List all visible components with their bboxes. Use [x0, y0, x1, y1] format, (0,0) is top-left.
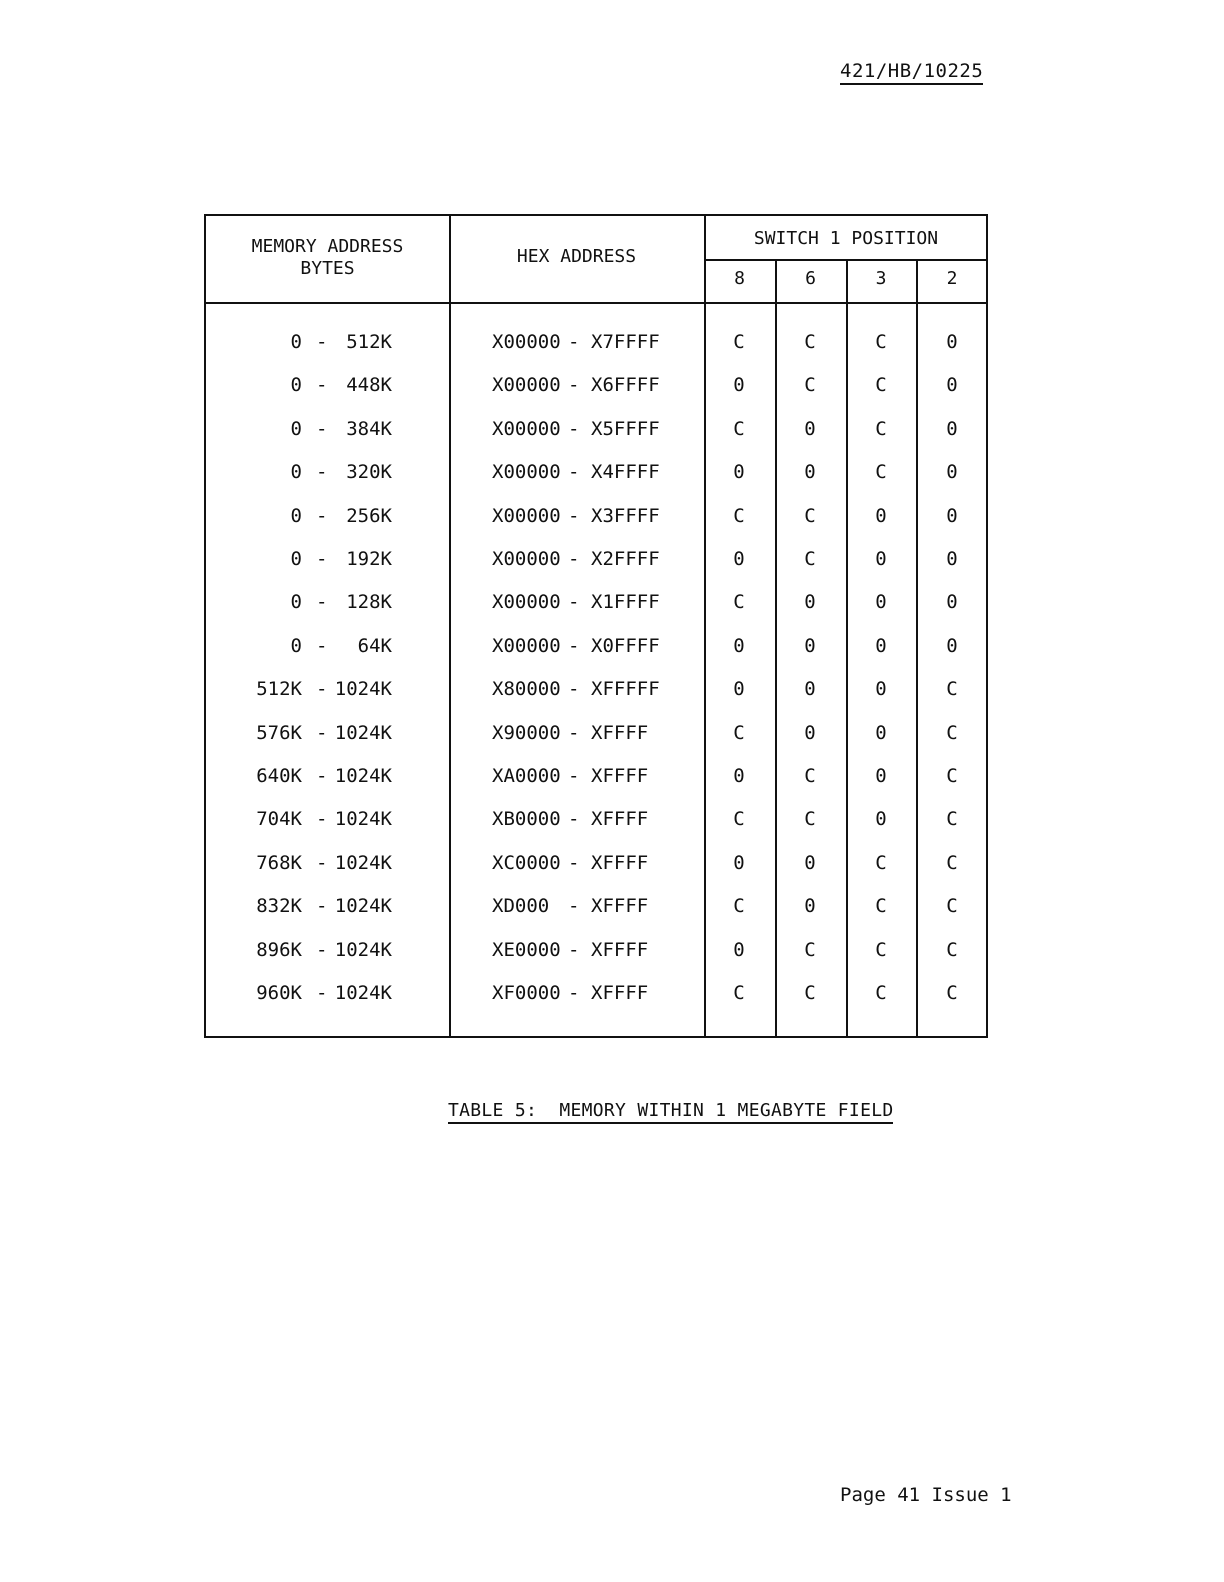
hex-end: X5FFFF: [591, 417, 660, 440]
hex-start: X00000: [492, 331, 561, 353]
switch-setting: 0: [875, 504, 887, 527]
column-divider: [704, 216, 706, 1036]
memory-start: 640K: [256, 765, 302, 787]
range-dash: -: [568, 417, 580, 440]
range-dash: -: [316, 895, 328, 918]
switch-setting: C: [875, 331, 887, 353]
switch-setting: C: [875, 374, 887, 397]
hex-end: XFFFF: [591, 808, 649, 831]
memory-start: 0: [290, 374, 302, 397]
switch-setting: 0: [875, 721, 887, 744]
range-dash: -: [568, 331, 580, 353]
switch-position-header: 8: [734, 268, 745, 289]
switch-setting: 0: [733, 765, 745, 787]
memory-start: 704K: [256, 808, 302, 831]
hex-start: XD000: [492, 895, 550, 918]
hex-start: XF0000: [492, 982, 561, 1004]
range-dash: -: [568, 504, 580, 527]
hex-end: X3FFFF: [591, 504, 660, 527]
range-dash: -: [568, 938, 580, 961]
column-divider: [846, 259, 848, 1036]
range-dash: -: [316, 591, 328, 614]
memory-start: 0: [290, 417, 302, 440]
memory-end: 1024K: [334, 895, 392, 918]
switch-setting: C: [733, 982, 745, 1004]
column-header-hex-address: HEX ADDRESS: [516, 246, 637, 267]
range-dash: -: [568, 982, 580, 1004]
switch-setting: C: [804, 331, 816, 353]
range-dash: -: [568, 548, 580, 570]
memory-start: 0: [290, 591, 302, 614]
switch-setting: 0: [875, 548, 887, 570]
range-dash: -: [316, 504, 328, 527]
range-dash: -: [316, 461, 328, 484]
memory-end: 320K: [346, 461, 392, 484]
switch-setting: C: [946, 982, 958, 1004]
header-divider: [206, 302, 986, 304]
switch-setting: 0: [733, 634, 745, 657]
switch-setting: 0: [946, 374, 958, 397]
switch-setting: C: [733, 504, 745, 527]
memory-start: 0: [290, 504, 302, 527]
hex-end: X4FFFF: [591, 461, 660, 484]
range-dash: -: [568, 765, 580, 787]
memory-end: 64K: [357, 634, 392, 657]
switch-setting: 0: [875, 678, 887, 701]
range-dash: -: [568, 851, 580, 874]
switch-setting: 0: [804, 634, 816, 657]
range-dash: -: [568, 634, 580, 657]
memory-end: 1024K: [334, 851, 392, 874]
switch-setting: 0: [946, 417, 958, 440]
range-dash: -: [568, 461, 580, 484]
memory-start: 0: [290, 548, 302, 570]
memory-end: 1024K: [334, 765, 392, 787]
switch-setting: C: [875, 938, 887, 961]
memory-start: 0: [290, 634, 302, 657]
switch-setting: C: [946, 895, 958, 918]
memory-start: 0: [290, 331, 302, 353]
memory-end: 384K: [346, 417, 392, 440]
hex-end: X1FFFF: [591, 591, 660, 614]
memory-end: 512K: [346, 331, 392, 353]
switch-setting: C: [733, 331, 745, 353]
hex-start: X00000: [492, 461, 561, 484]
switch-setting: C: [804, 374, 816, 397]
hex-end: X0FFFF: [591, 634, 660, 657]
switch-setting: 0: [946, 331, 958, 353]
range-dash: -: [568, 678, 580, 701]
switch-setting: 0: [946, 461, 958, 484]
range-dash: -: [316, 851, 328, 874]
memory-start: 768K: [256, 851, 302, 874]
hex-start: X00000: [492, 417, 561, 440]
memory-start: 832K: [256, 895, 302, 918]
switch-setting: 0: [946, 504, 958, 527]
memory-end: 1024K: [334, 721, 392, 744]
switch-setting: C: [804, 504, 816, 527]
switch-setting: 0: [804, 895, 816, 918]
switch-setting: C: [946, 678, 958, 701]
range-dash: -: [316, 374, 328, 397]
switch-setting: C: [946, 851, 958, 874]
hex-start: X00000: [492, 591, 561, 614]
hex-end: XFFFF: [591, 895, 649, 918]
switch-setting: C: [946, 765, 958, 787]
memory-start: 0: [290, 461, 302, 484]
switch-setting: 0: [804, 417, 816, 440]
range-dash: -: [316, 548, 328, 570]
memory-end: 1024K: [334, 808, 392, 831]
hex-start: X00000: [492, 374, 561, 397]
memory-start: 576K: [256, 721, 302, 744]
range-dash: -: [568, 808, 580, 831]
page-number: Page 41 Issue 1: [840, 1484, 1012, 1506]
switch-setting: C: [946, 808, 958, 831]
range-dash: -: [316, 982, 328, 1004]
hex-start: X00000: [492, 548, 561, 570]
hex-end: XFFFF: [591, 765, 649, 787]
switch-setting: 0: [804, 678, 816, 701]
switch-setting: C: [946, 938, 958, 961]
switch-setting: 0: [946, 634, 958, 657]
range-dash: -: [568, 374, 580, 397]
range-dash: -: [316, 808, 328, 831]
memory-end: 192K: [346, 548, 392, 570]
column-header-memory-address: MEMORY ADDRESS BYTES: [251, 236, 404, 279]
switch-setting: C: [946, 721, 958, 744]
memory-start: 896K: [256, 938, 302, 961]
switch-setting: C: [804, 808, 816, 831]
hex-end: XFFFF: [591, 982, 649, 1004]
hex-end: X2FFFF: [591, 548, 660, 570]
switch-setting: C: [733, 417, 745, 440]
column-divider: [449, 216, 451, 1036]
switch-setting: C: [875, 895, 887, 918]
switch-setting: C: [804, 938, 816, 961]
switch-setting: C: [875, 851, 887, 874]
hex-end: XFFFFF: [591, 678, 660, 701]
column-header-switch-position: SWITCH 1 POSITION: [753, 228, 939, 249]
hex-start: X80000: [492, 678, 561, 701]
memory-end: 1024K: [334, 982, 392, 1004]
switch-setting: C: [804, 548, 816, 570]
switch-setting: C: [875, 461, 887, 484]
switch-position-header: 3: [875, 268, 887, 289]
range-dash: -: [568, 721, 580, 744]
switch-setting: 0: [875, 765, 887, 787]
hex-start: XB0000: [492, 808, 561, 831]
range-dash: -: [568, 895, 580, 918]
hex-start: X00000: [492, 504, 561, 527]
switch-setting: C: [875, 982, 887, 1004]
switch-setting: 0: [733, 374, 745, 397]
switch-setting: 0: [804, 461, 816, 484]
switch-setting: C: [733, 895, 745, 918]
document-reference: 421/HB/10225: [840, 60, 983, 85]
hex-end: XFFFF: [591, 851, 649, 874]
switch-setting: 0: [733, 938, 745, 961]
table-caption: TABLE 5: MEMORY WITHIN 1 MEGABYTE FIELD: [448, 1100, 893, 1124]
hex-end: X7FFFF: [591, 331, 660, 353]
hex-end: X6FFFF: [591, 374, 660, 397]
hex-end: XFFFF: [591, 721, 649, 744]
switch-setting: 0: [733, 548, 745, 570]
range-dash: -: [316, 678, 328, 701]
switch-position-header: 6: [805, 268, 816, 289]
hex-start: XC0000: [492, 851, 561, 874]
memory-start: 512K: [256, 678, 302, 701]
range-dash: -: [568, 591, 580, 614]
header-divider: [704, 259, 986, 261]
switch-setting: C: [733, 591, 745, 614]
range-dash: -: [316, 634, 328, 657]
column-divider: [775, 259, 777, 1036]
switch-setting: 0: [804, 591, 816, 614]
switch-setting: C: [733, 721, 745, 744]
column-divider: [916, 259, 918, 1036]
switch-setting: 0: [875, 808, 887, 831]
hex-start: XE0000: [492, 938, 561, 961]
hex-start: X00000: [492, 634, 561, 657]
hex-end: XFFFF: [591, 938, 649, 961]
memory-end: 256K: [346, 504, 392, 527]
range-dash: -: [316, 938, 328, 961]
memory-end: 1024K: [334, 678, 392, 701]
switch-setting: 0: [875, 591, 887, 614]
switch-setting: 0: [733, 678, 745, 701]
switch-setting: C: [804, 765, 816, 787]
switch-setting: 0: [804, 721, 816, 744]
switch-setting: 0: [804, 851, 816, 874]
memory-end: 448K: [346, 374, 392, 397]
switch-position-header: 2: [946, 268, 958, 289]
hex-start: XA0000: [492, 765, 561, 787]
range-dash: -: [316, 765, 328, 787]
hex-start: X90000: [492, 721, 561, 744]
switch-setting: 0: [733, 851, 745, 874]
switch-setting: C: [804, 982, 816, 1004]
range-dash: -: [316, 331, 328, 353]
range-dash: -: [316, 417, 328, 440]
range-dash: -: [316, 721, 328, 744]
memory-start: 960K: [256, 982, 302, 1004]
memory-table: [204, 214, 988, 1038]
memory-end: 128K: [346, 591, 392, 614]
switch-setting: 0: [946, 591, 958, 614]
switch-setting: 0: [733, 461, 745, 484]
switch-setting: C: [733, 808, 745, 831]
switch-setting: 0: [875, 634, 887, 657]
switch-setting: C: [875, 417, 887, 440]
switch-setting: 0: [946, 548, 958, 570]
memory-end: 1024K: [334, 938, 392, 961]
